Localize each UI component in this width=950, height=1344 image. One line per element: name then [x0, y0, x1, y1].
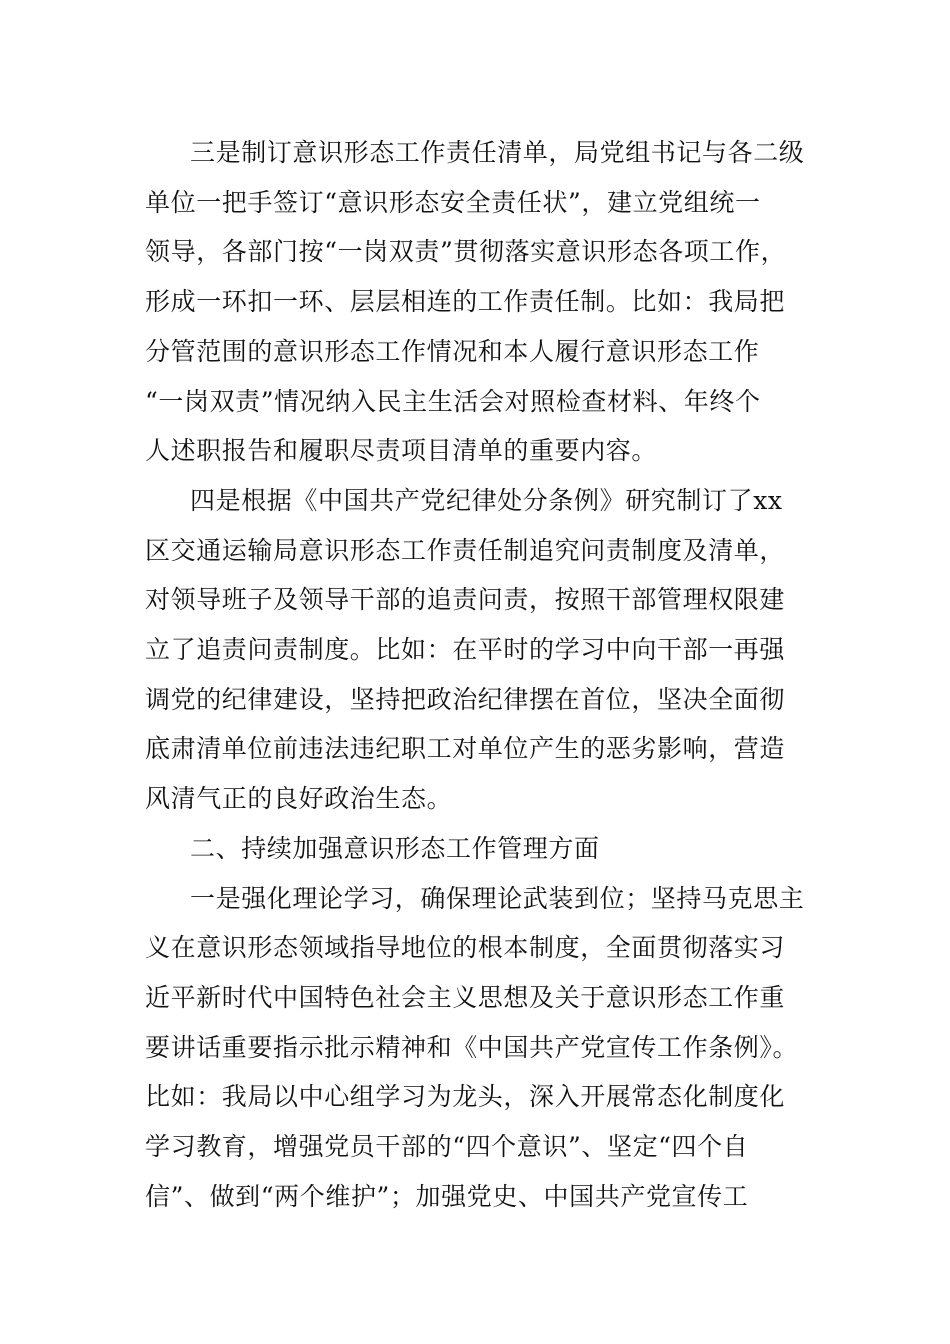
- text-line: 单位一把手签订“意识形态安全责任状”，建立党组统一: [145, 187, 761, 217]
- text-line: “一岗双责”情况纳入民主生活会对照检查材料、年终个: [145, 386, 761, 416]
- text-line: 领导，各部门按“一岗双责”贯彻落实意识形态各项工作，: [145, 237, 787, 267]
- text-line: 义在意识形态领域指导地位的根本制度，全面贯彻落实习: [145, 933, 786, 963]
- text-line: 三是制订意识形态工作责任清单，局党组书记与各二级: [190, 138, 805, 167]
- text-line: 分管范围的意识形态工作情况和本人履行意识形态工作: [145, 336, 760, 366]
- text-line: 人述职报告和履职尽责项目清单的重要内容。: [145, 436, 658, 466]
- text-line: 风清气正的良好政治生态。: [145, 784, 453, 814]
- text-line: 形成一环扣一环、层层相连的工作责任制。比如：我局把: [145, 287, 786, 317]
- text-line: 对领导班子及领导干部的追责问责，按照干部管理权限建: [145, 585, 786, 615]
- text-line: 四是根据《中国共产党纪律处分条例》研究制订了xx: [190, 485, 783, 515]
- text-line: 一是强化理论学习，确保理论武装到位；坚持马克思主: [190, 883, 805, 913]
- text-line: 底肃清单位前违法违纪职工对单位产生的恶劣影响，营造: [145, 734, 786, 764]
- text-line: 比如：我局以中心组学习为龙头，深入开展常态化制度化: [145, 1082, 786, 1112]
- text-line: 二、持续加强意识形态工作管理方面: [190, 833, 600, 863]
- text-line: 区交通运输局意识形态工作责任制追究问责制度及清单，: [145, 535, 786, 565]
- text-line: 要讲话重要指示批示精神和《中国共产党宣传工作条例》。: [145, 1032, 799, 1062]
- text-line: 调党的纪律建设，坚持把政治纪律摆在首位，坚决全面彻: [145, 684, 786, 714]
- text-line: 近平新时代中国特色社会主义思想及关于意识形态工作重: [145, 982, 786, 1012]
- text-line: 学习教育，增强党员干部的“四个意识”、坚定“四个自: [145, 1132, 749, 1161]
- text-line: 信”、做到“两个维护”；加强党史、中国共产党宣传工: [145, 1181, 749, 1211]
- text-line: 立了追责问责制度。比如：在平时的学习中向干部一再强: [145, 635, 786, 664]
